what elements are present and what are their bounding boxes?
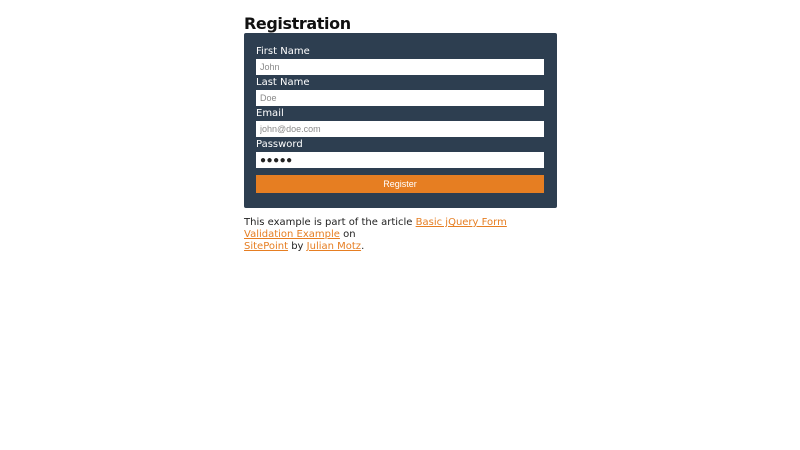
article-link[interactable]: Basic jQuery Form Validation Example [244,217,507,240]
credit-text-intro: This example is part of the article [244,217,416,228]
first-name-input[interactable] [256,59,544,75]
sitepoint-link[interactable]: SitePoint [244,241,289,252]
credit-text-by: by [288,241,307,252]
email-input[interactable] [256,121,544,137]
password-label: Password [256,139,303,150]
register-button[interactable]: Register [256,175,544,193]
credit-text-end: . [361,241,365,252]
page-title: Registration [244,14,351,33]
credit-text-on: on [339,229,356,240]
author-link[interactable]: Julian Motz [306,241,362,252]
registration-form [244,33,557,208]
last-name-label: Last Name [256,77,310,88]
last-name-input[interactable] [256,90,544,106]
first-name-label: First Name [256,46,310,57]
article-credit [244,217,557,253]
password-input[interactable] [256,152,544,168]
email-label: Email [256,108,284,119]
